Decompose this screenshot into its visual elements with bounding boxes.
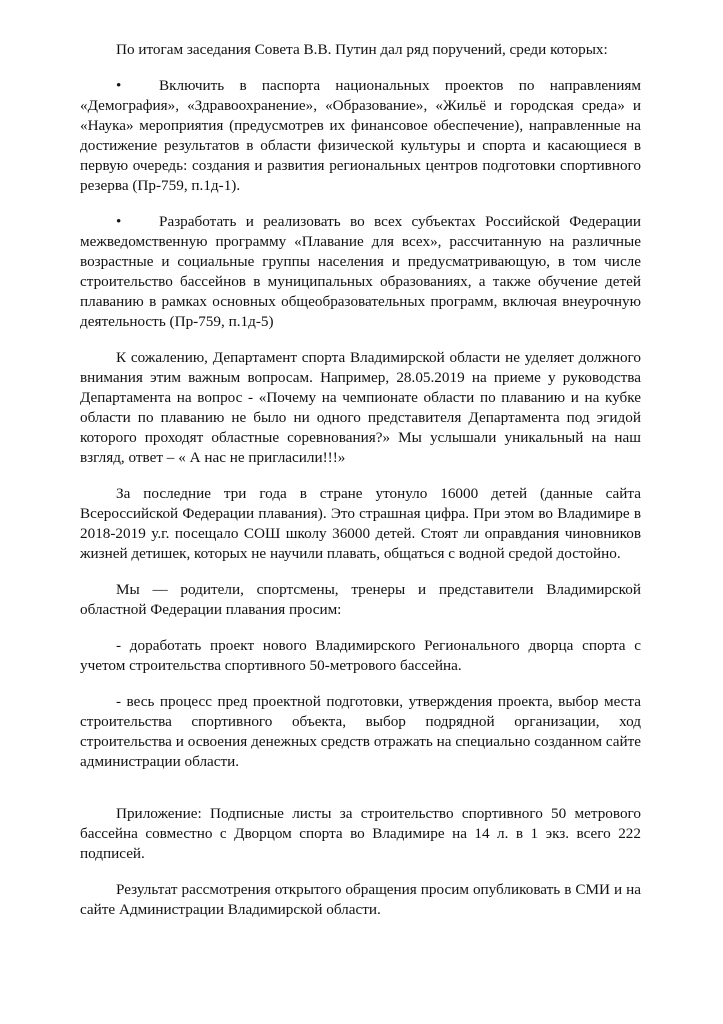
bullet-marker: •	[116, 213, 122, 230]
appendix-paragraph: Приложение: Подписные листы за строительство спортивного 50 метрового бассейна совместно с Дворцом спорта во Владимире на 14 л. в 1 экз. всего 222 подписей.	[80, 805, 641, 862]
bullet-text-2: Разработать и реализовать во всех субъектах Российской Федерации межведомственную программу «Плавание для всех», рассчитанную на различные возрастные и социальные группы населения и предусматривающую, в том числе строительство бассейнов в муниципальных образованиях, а также обучение детей плаванию в рамках основных общеобразовательных программ, включая внеурочную деятельность (Пр-759, п.1д-5)	[80, 213, 641, 330]
statistics-paragraph: За последние три года в стране утонуло 16000 детей (данные сайта Всероссийской Федерации плавания). Это страшная цифра. При этом во Владимире в 2018-2019 у.г. посещало СОШ школу 36000 детей. Стоят ли оправдания чиновников жизней детишек, которых не научили плавать, общаться с водной средой достойно.	[80, 485, 641, 562]
closing-paragraph: Результат рассмотрения открытого обращения просим опубликовать в СМИ и на сайте Администрации Владимирской области.	[80, 881, 641, 918]
request-item-2: - весь процесс пред проектной подготовки, утверждения проекта, выбор места строительства спортивного объекта, выбор подрядной организации, ход строительства и освоения денежных средств отражать на специально созданном сайте администрации области.	[80, 693, 641, 770]
bullet-marker: •	[116, 77, 122, 94]
request-paragraph: Мы — родители, спортсмены, тренеры и представители Владимирской областной Федерации плавания просим:	[80, 581, 641, 618]
document-body	[80, 40, 641, 936]
intro-paragraph: По итогам заседания Совета В.В. Путин дал ряд поручений, среди которых:	[116, 41, 608, 58]
bullet-text-1: Включить в паспорта национальных проектов по направлениям «Демография», «Здравоохранение», «Образование», «Жильё и городская среда» и «Наука» мероприятия (предусмотрев их финансовое обеспечение), направленные на достижение результатов в области физической культуры и спорта и касающиеся в первую очередь: создания и развития региональных центров подготовки спортивного резерва (Пр-759, п.1д-1).	[80, 77, 641, 194]
bullet-item-1	[80, 76, 641, 196]
regret-paragraph: К сожалению, Департамент спорта Владимирской области не уделяет должного внимания этим важным вопросам. Например, 28.05.2019 на приеме у руководства Департамента на вопрос - «Почему на чемпионате области по плаванию и на кубке области по плаванию не было ни одного представителя Департамента под эгидой которого проходят областные соревнования?» Мы услышали уникальный на наш взгляд, ответ – « А нас не пригласили!!!»	[80, 349, 641, 466]
section-spacer	[80, 788, 641, 804]
bullet-item-2	[80, 212, 641, 332]
request-item-1: - доработать проект нового Владимирского Регионального дворца спорта с учетом строительства спортивного 50-метрового бассейна.	[80, 637, 641, 674]
